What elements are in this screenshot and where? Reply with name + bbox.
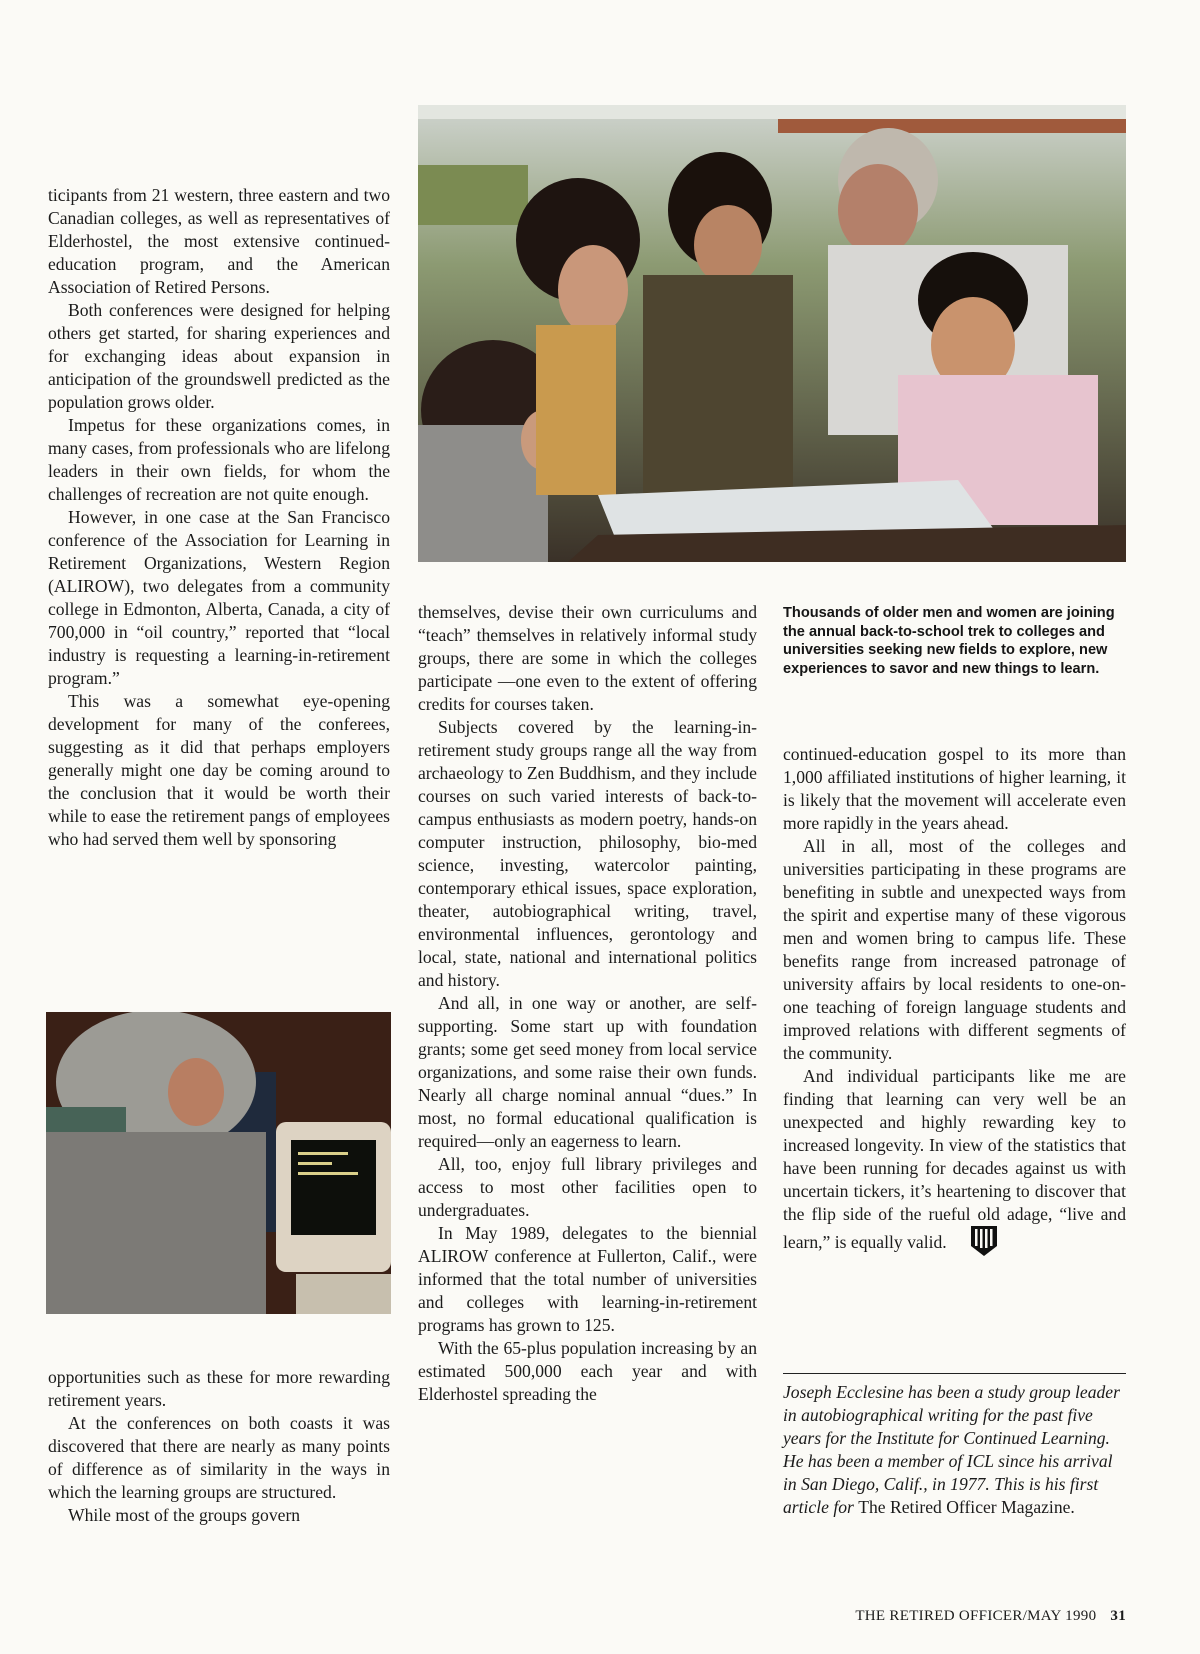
page-footer <box>826 1608 1126 1625</box>
paragraph: continued-education gospel to its more than 1,000 affiliated institutions of higher learning, it is likely that the movement will accelerate even more rapidly in the years ahead. <box>783 744 1126 833</box>
page-number: 31 <box>1110 1608 1126 1624</box>
paragraph <box>783 1065 1126 1256</box>
moaa-end-logo-icon <box>951 1226 977 1256</box>
paragraph: opportunities such as these for more rewarding retirement years. <box>48 1367 390 1410</box>
group-map-photo <box>418 105 1126 562</box>
paragraph: ticipants from 21 western, three eastern and two Canadian colleges, as well as representatives of Elderhostel, the most extensive continued-education program, and the American Association of Retired Persons. <box>48 185 390 297</box>
paragraph: While most of the groups govern <box>68 1505 301 1525</box>
paragraph: However, in one case at the San Francisco conference of the Association for Learning in Retirement Organizations, Western Region (ALIROW), two delegates from a community college in Edmonton, Alberta, Canada, a city of 700,000 in “oil country,” reported that “local industry is requesting a learning-in-retirement program.” <box>48 507 390 688</box>
author-bio-text: Joseph Ecclesine has been a study group leader in autobiographical writing for the past five years for the Institute for Continued Learning. He has been a member of ICL since his arrival in San Diego, Calif., in 1977. This is his first article for <box>783 1382 1120 1517</box>
photo-caption: Thousands of older men and women are joining the annual back-to-school trek to colleges and universities seeking new fields to explore, new experiences to savor and new things to learn. <box>783 605 1115 677</box>
paragraph: Both conferences were designed for helping others get started, for sharing experiences and for exchanging ideas about expansion in anticipation of the groundswell predicted as the population grows older. <box>48 300 390 412</box>
column-1-top <box>48 184 390 851</box>
author-bio <box>783 1381 1126 1519</box>
column-2 <box>418 601 757 1406</box>
paragraph: All, too, enjoy full library privileges and access to most other facilities open to undergraduates. <box>418 1154 757 1220</box>
paragraph: themselves, devise their own curriculums and “teach” themselves in relatively informal study groups, there are some in which the colleges participate —one even to the extent of offering credits for courses taken. <box>418 602 757 714</box>
paragraph: Impetus for these organizations comes, in many cases, from professionals who are lifelong leaders in their own fields, for whom the challenges of recreation are not quite enough. <box>48 415 390 504</box>
computer-user-photo <box>46 1012 391 1314</box>
magazine-name: The Retired Officer Magazine. <box>858 1497 1075 1517</box>
bio-divider <box>783 1373 1126 1374</box>
publication-line: THE RETIRED OFFICER/MAY 1990 <box>855 1608 1097 1624</box>
paragraph: All in all, most of the colleges and universities participating in these programs are benefiting in subtle and unexpected ways from the spirit and expertise many of these vigorous men and women bring to campus life. These benefits range from increased patronage of university affairs by local residents to one-on-one teaching of foreign language students and improved relations with different segments of the community. <box>783 836 1126 1063</box>
paragraph: And all, in one way or another, are self-supporting. Some start up with foundation grants; some get seed money from local service organizations, and some raise their own funds. Nearly all charge nominal annual “dues.” In most, no formal educational qualification is required—only an eagerness to learn. <box>418 993 757 1151</box>
paragraph: With the 65-plus population increasing by an estimated 500,000 each year and with Elderhostel spreading the <box>418 1338 757 1404</box>
column-1-bottom <box>48 1366 390 1527</box>
paragraph: In May 1989, delegates to the biennial ALIROW conference at Fullerton, Calif., were informed that the total number of universities and colleges with learning-in-retirement programs has grown to 125. <box>418 1223 757 1335</box>
paragraph: At the conferences on both coasts it was discovered that there are nearly as many points of difference as of similarity in the ways in which the learning groups are structured. <box>48 1413 390 1502</box>
final-paragraph-text: And individual participants like me are finding that learning can very well be an unexpected and highly rewarding key to increased longevity. In view of the statistics that have been running for decades against us with uncertain tickers, it’s heartening to discover that the flip side of the rueful old adage, “live and learn,” is equally valid. <box>783 1066 1126 1252</box>
paragraph: Subjects covered by the learning-in-retirement study groups range all the way from archaeology to Zen Buddhism, and they include courses on such varied interests of back-to-campus enthusiasts as modern poetry, hands-on computer instruction, philosophy, bio-med science, investing, watercolor painting, contemporary ethical issues, space exploration, theater, autobiographical writing, travel, environmental influences, gerontology and local, state, national and international politics and history. <box>418 717 757 990</box>
column-3 <box>783 743 1126 1256</box>
paragraph: This was a somewhat eye-opening development for many of the conferees, suggesting as it did that perhaps employers generally might one day be coming around to the conclusion that it would be worth their while to ease the retirement pangs of employees who had served them well by sponsoring <box>48 691 390 849</box>
